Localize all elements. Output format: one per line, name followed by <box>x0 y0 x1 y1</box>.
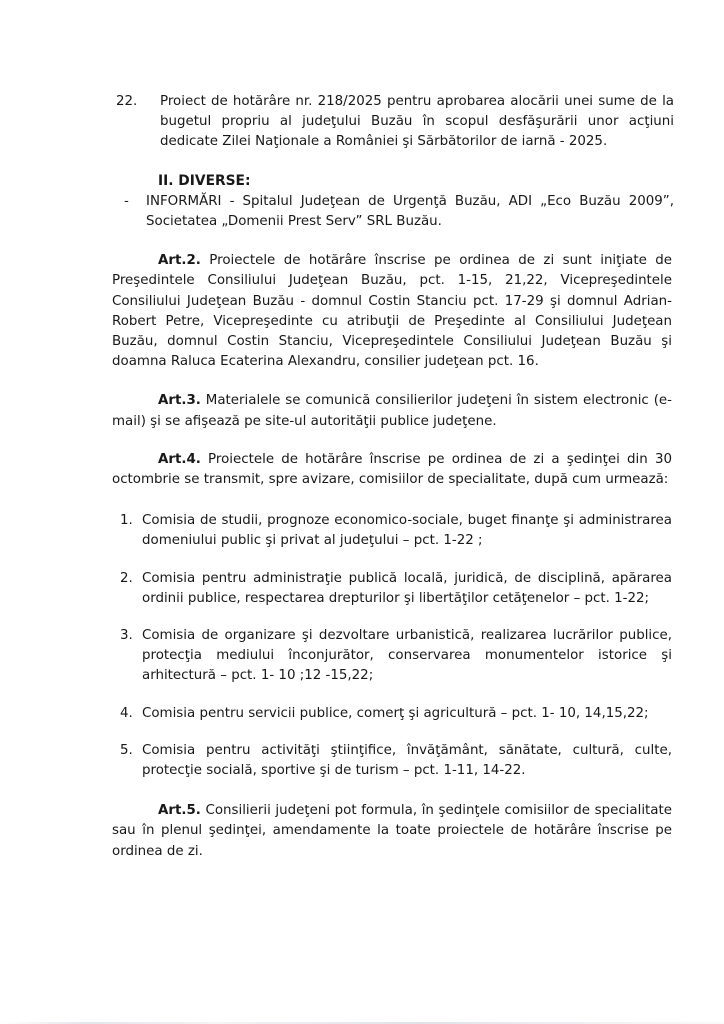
list-item <box>112 626 674 687</box>
article-2-text: Proiectele de hotărâre înscrise pe ordinea de zi sunt iniţiate de Preşedintele Consiliului Judeţean Buzău, pct. 1-15, 21,22, Vicepreşedintele Consiliului Judeţean Buzău - domnul Costin Stanciu pct. 17-29 şi domnul Adrian-Robert Petre, Vicepreşedinte cu atribuţii de Preşedinte al Consiliului Judeţean Buzău, domnul Costin Stanciu, Vicepreşedintele Consiliului Judeţean Buzău şi doamna Raluca Ecaterina Alexandru, consilier judeţean pct. 16. <box>112 253 672 370</box>
commission-number: 2. <box>120 570 133 586</box>
list-item <box>112 569 674 609</box>
article-3-text: Materialele se comunică consilierilor judeţeni în sistem electronic (e-mail) şi se afişează pe site-ul autorităţii publice judeţene. <box>112 393 672 429</box>
article-5-text: Consilierii judeţeni pot formula, în şedinţele comisiilor de specialitate sau în plenul şedinţei, amendamente la toate proiectele de hotărâre înscrise pe ordinea de zi. <box>112 803 672 859</box>
article-4-label: Art.4. <box>158 451 201 467</box>
commission-number: 3. <box>120 628 133 644</box>
commission-text: Comisia de studii, prognoze economico-sociale, buget finanţe şi administrarea domeniului public şi privat al judeţului – pct. 1-22 ; <box>142 513 672 549</box>
article-5-wrapper <box>112 801 674 862</box>
commission-text: Comisia pentru servicii publice, comerţ şi agricultură – pct. 1- 10, 14,15,22; <box>142 705 649 721</box>
list-item <box>112 704 674 724</box>
commission-number: 4. <box>120 705 133 721</box>
article-3-label: Art.3. <box>158 393 201 409</box>
commission-text: Comisia de organizare şi dezvoltare urbanistică, realizarea lucrărilor publice, protecţia mediului înconjurător, conservarea monumentelor istorice şi arhitectură – pct. 1- 10 ;12 -15,22; <box>142 628 672 684</box>
list-item <box>112 741 674 781</box>
article-2-paragraph <box>112 251 672 372</box>
article-4-paragraph <box>112 450 672 490</box>
article-5-label: Art.5. <box>158 803 201 819</box>
commission-number: 1. <box>120 513 133 529</box>
document-body <box>112 92 674 862</box>
commission-text: Comisia pentru activităţi ştiinţifice, învăţământ, sănătate, cultură, culte, protecţie socială, sportive şi de turism – pct. 1-11, 14-22. <box>142 742 672 779</box>
commission-number: 5. <box>120 742 133 758</box>
section-heading-diverse: II. DIVERSE: <box>158 172 251 189</box>
agenda-item-number: 22. <box>116 94 138 109</box>
article-5-paragraph <box>112 801 672 862</box>
article-2-label: Art.2. <box>158 253 201 269</box>
agenda-item-text: Proiect de hotărâre nr. 218/2025 pentru aprobarea alocării unei sume de la bugetul propriu al judeţului Buzău în scopul desfăşurării unor acţiuni dedicate Zilei Naţionale a României şi Sărbătorilor de iarnă - 2025. <box>160 94 674 150</box>
agenda-item-22 <box>112 92 674 153</box>
dash-bullet-icon: - <box>124 193 129 209</box>
diverse-bullet-text: INFORMĂRI - Spitalul Judeţean de Urgenţă Buzău, ADI „Eco Buzău 2009”, Societatea „Domenii Prest Serv” SRL Buzău. <box>146 193 674 230</box>
article-4-text: Proiectele de hotărâre înscrise pe ordinea de zi a şedinţei din 30 octombrie se transmit, spre avizare, comisiilor de specialitate, după cum urmează: <box>112 451 672 488</box>
article-3-paragraph <box>112 391 672 431</box>
list-item <box>112 511 674 551</box>
commission-text: Comisia pentru administraţie publică locală, juridică, de disciplină, apărarea ordinii publice, respectarea drepturilor şi libertăţilor cetăţenelor – pct. 1-22; <box>142 570 672 606</box>
commission-list <box>112 511 674 781</box>
diverse-bullet-informari <box>112 192 674 232</box>
